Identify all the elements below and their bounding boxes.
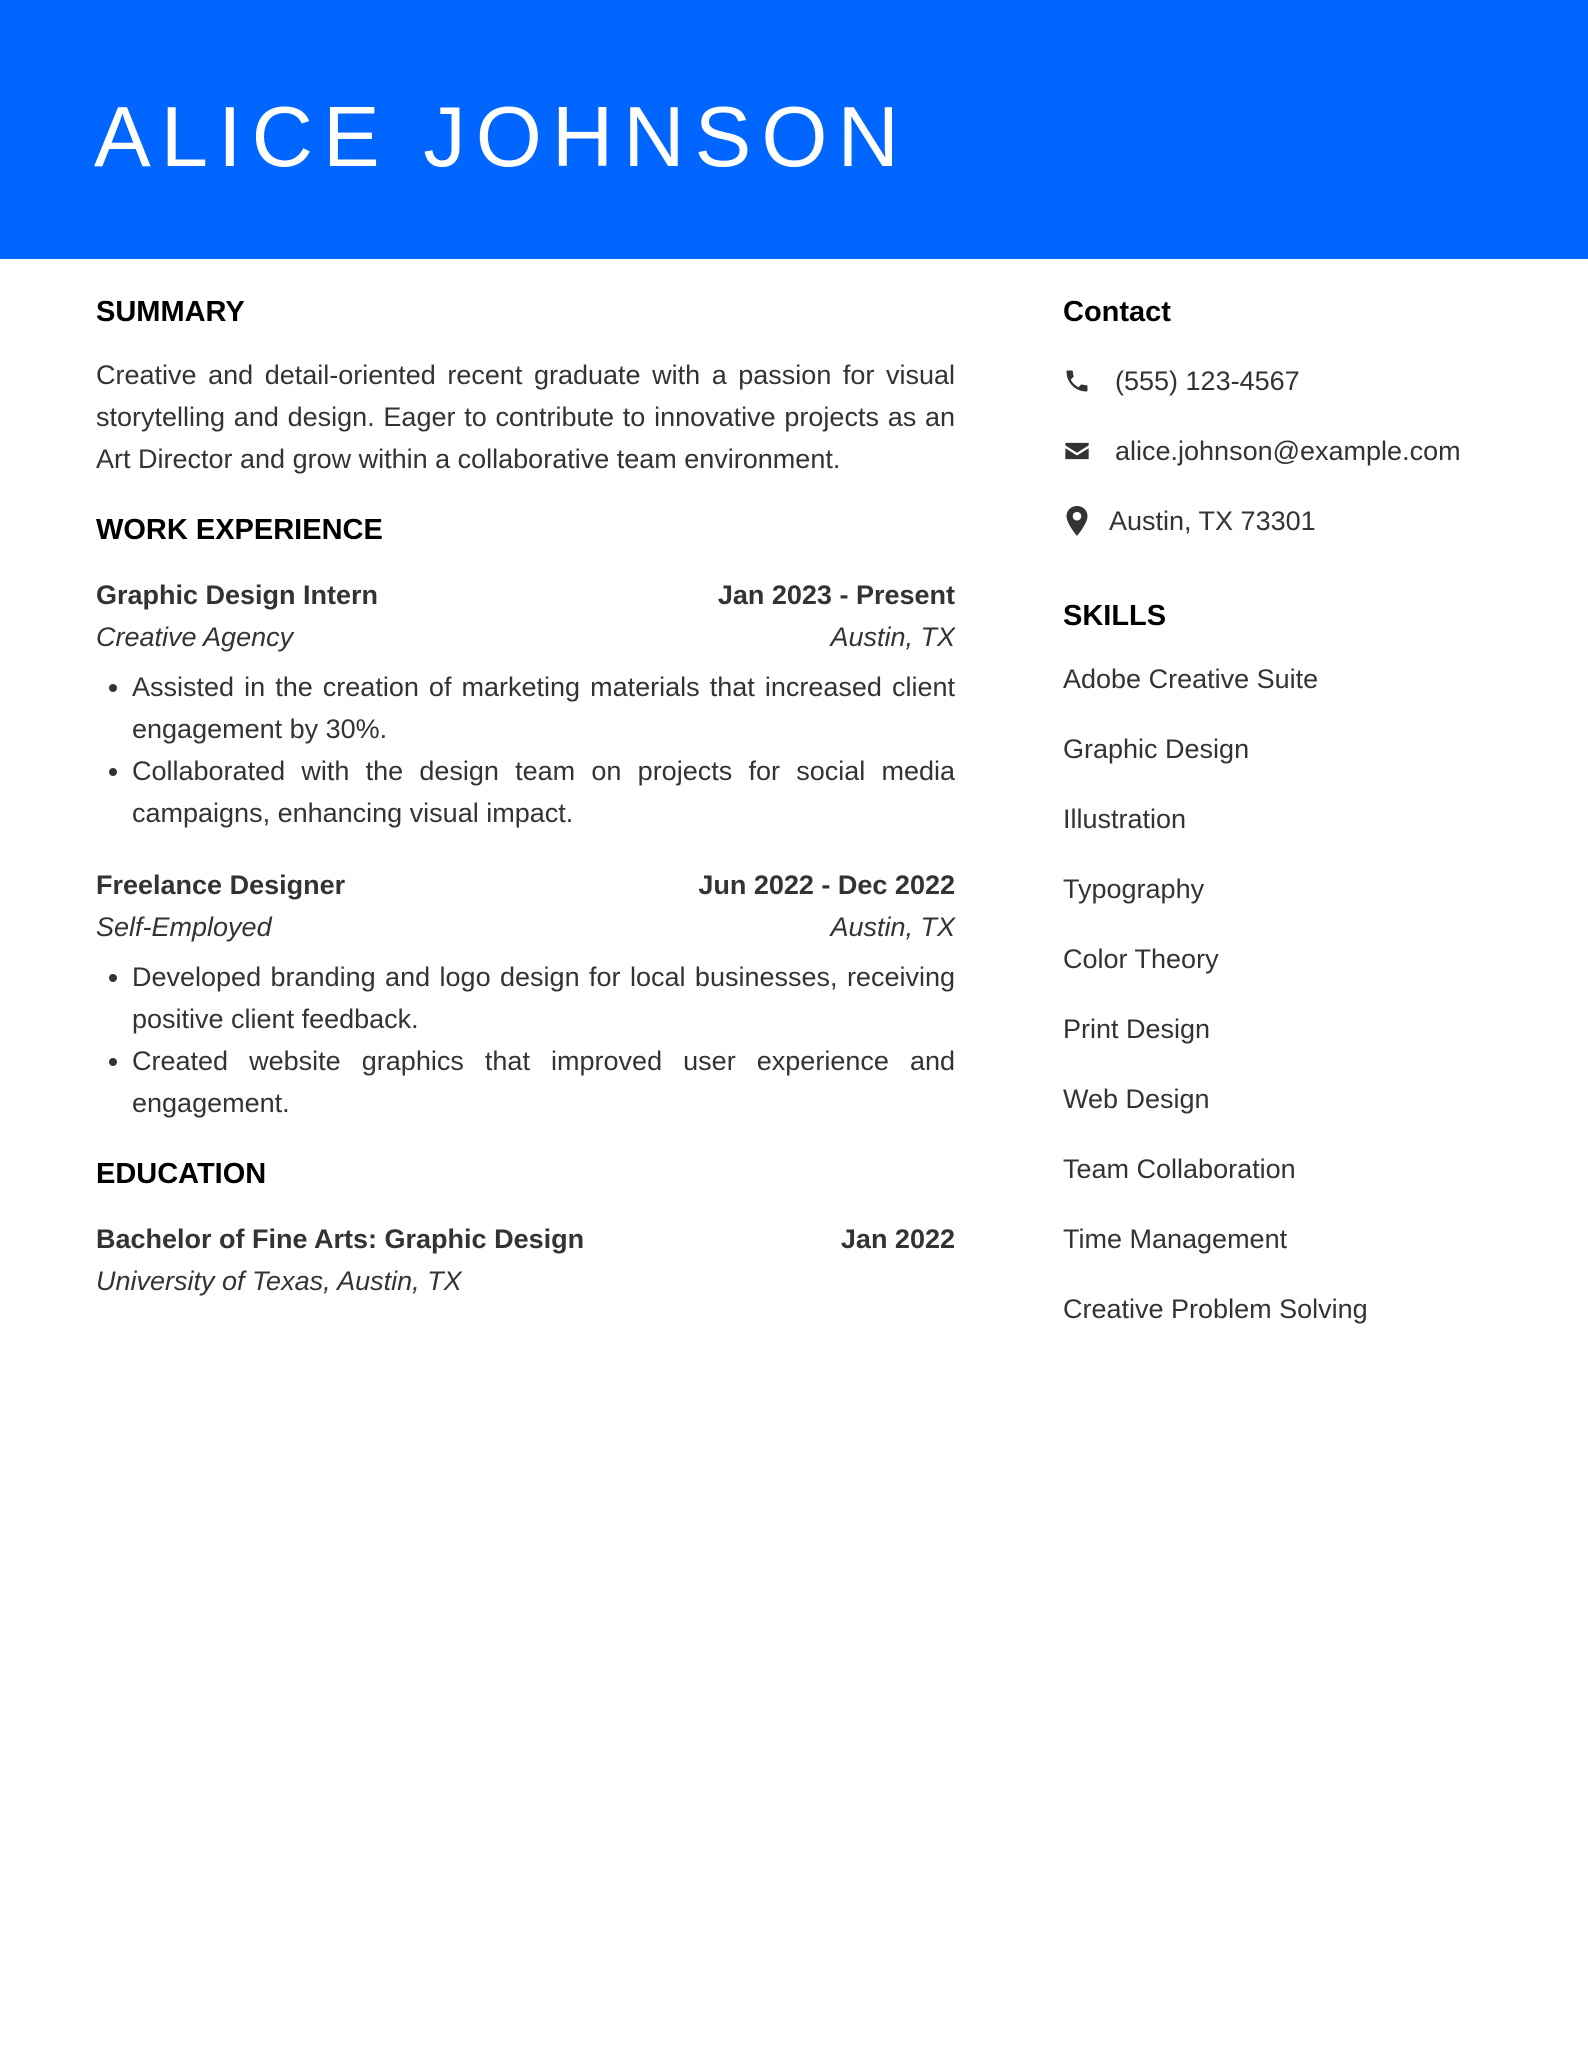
contact-phone: [1063, 360, 1523, 402]
job-role: Freelance Designer: [96, 870, 346, 900]
sidebar-column: [1063, 290, 1523, 1358]
job-bullet: • Developed branding and logo design for local businesses, receiving positive client feedback.: [132, 956, 955, 1040]
skill-item: Graphic Design: [1063, 734, 1250, 764]
candidate-name: ALICE JOHNSON: [94, 90, 909, 185]
skill-item: Time Management: [1063, 1224, 1288, 1254]
skills-list: [1063, 658, 1523, 1330]
job-bullets: [96, 666, 955, 834]
contact-heading: Contact: [1063, 296, 1171, 328]
job-role: Graphic Design Intern: [96, 580, 379, 610]
map-pin-icon: [1063, 507, 1091, 535]
skill-item: Typography: [1063, 874, 1205, 904]
job-location: Austin, TX: [830, 622, 955, 652]
location-text: Austin, TX 73301: [1109, 505, 1316, 536]
graduation-date: Jan 2022: [840, 1224, 955, 1254]
job-bullet: • Created website graphics that improved user experience and engagement.: [132, 1040, 955, 1124]
job-company: Creative Agency: [96, 622, 294, 652]
school: University of Texas, Austin, TX: [96, 1266, 462, 1296]
skill-item: Adobe Creative Suite: [1063, 664, 1319, 694]
job-bullet: • Assisted in the creation of marketing materials that increased client engagement by 30%.: [132, 666, 955, 750]
job-entry: [96, 864, 955, 1124]
skill-item: Illustration: [1063, 804, 1187, 834]
skill-item: Print Design: [1063, 1014, 1211, 1044]
job-dates: Jan 2023 - Present: [717, 580, 955, 610]
skill-item: Creative Problem Solving: [1063, 1294, 1368, 1324]
main-column: [96, 290, 955, 1302]
envelope-icon: [1063, 437, 1091, 465]
degree: Bachelor of Fine Arts: Graphic Design: [96, 1224, 585, 1254]
education-entry: [96, 1218, 955, 1302]
skill-item: Color Theory: [1063, 944, 1219, 974]
skills-heading: SKILLS: [1063, 600, 1167, 632]
work-experience-heading: WORK EXPERIENCE: [96, 514, 383, 546]
skill-item: Web Design: [1063, 1084, 1210, 1114]
contact-email: [1063, 430, 1523, 472]
email-text: alice.johnson@example.com: [1115, 435, 1461, 466]
contact-list: [1063, 360, 1523, 542]
header-banner: [0, 0, 1588, 259]
job-location: Austin, TX: [830, 912, 955, 942]
skill-item: Team Collaboration: [1063, 1154, 1296, 1184]
education-heading: EDUCATION: [96, 1158, 267, 1190]
job-entry: [96, 574, 955, 834]
job-bullets: [96, 956, 955, 1124]
summary-text: Creative and detail-oriented recent graduate with a passion for visual storytelling and design. Eager to contribute to innovative projects as an Art Director and grow within a collaborative team environment.: [96, 360, 955, 474]
phone-icon: [1063, 367, 1091, 395]
contact-location: [1063, 500, 1523, 542]
job-bullet: • Collaborated with the design team on projects for social media campaigns, enhancing visual impact.: [132, 750, 955, 834]
summary-heading: SUMMARY: [96, 296, 245, 328]
job-dates: Jun 2022 - Dec 2022: [698, 870, 955, 900]
job-company: Self-Employed: [96, 912, 272, 942]
phone-text: (555) 123-4567: [1115, 365, 1300, 396]
